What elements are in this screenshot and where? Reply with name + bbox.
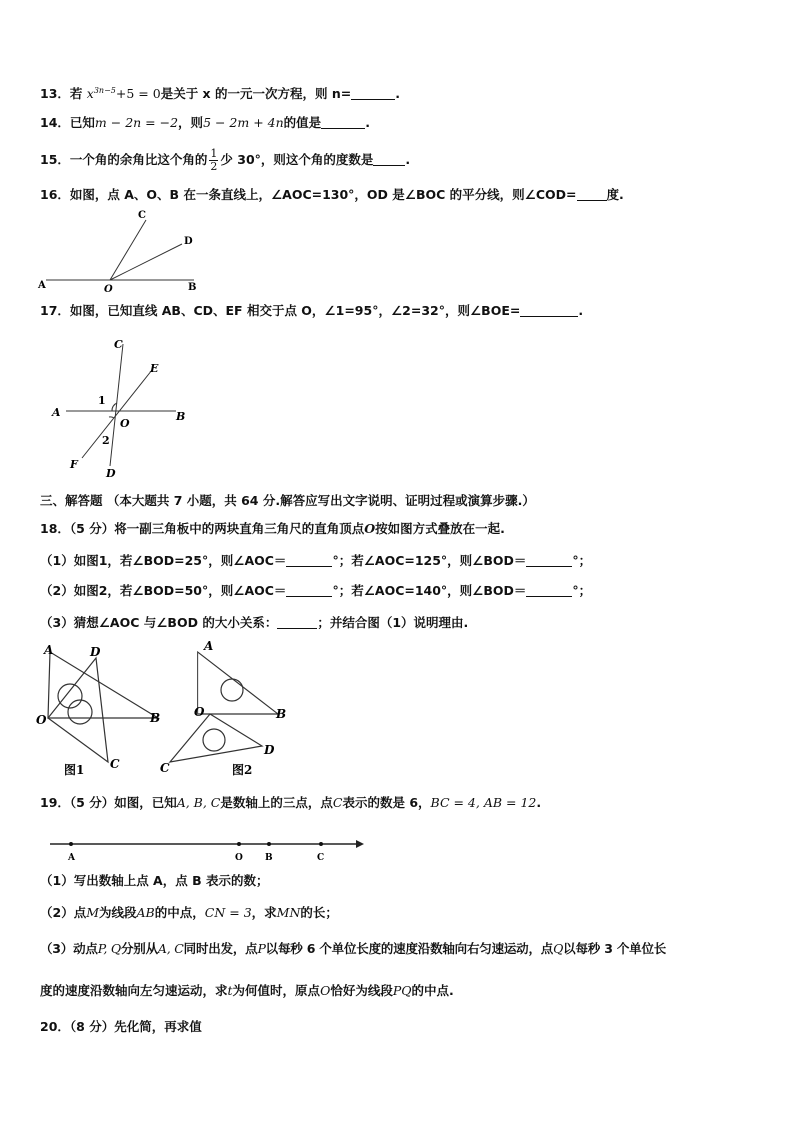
variable-t: t: [227, 983, 233, 998]
text: 恰好为线段: [330, 983, 393, 998]
question-number: 13．: [40, 86, 70, 102]
equation: +5 = 0: [115, 86, 161, 102]
denominator: 2: [210, 160, 218, 173]
text: °；: [572, 583, 592, 598]
label-a: A: [204, 639, 214, 653]
hole-circle: [203, 729, 225, 751]
text: 少 30°，则这个角的度数是: [220, 152, 374, 167]
label-a: A: [38, 280, 46, 291]
answer-blank[interactable]: [321, 115, 365, 129]
text: 分别从: [120, 941, 158, 956]
answer-blank[interactable]: [577, 187, 607, 201]
text: °；若∠AOC=140°，则∠BOD＝: [332, 583, 527, 598]
text: 已知: [69, 115, 95, 130]
point-o: O: [320, 983, 331, 998]
label-2: 2: [102, 434, 110, 447]
question-13: [40, 82, 400, 103]
question-19-part-2: [40, 904, 338, 922]
answer-blank[interactable]: [351, 86, 395, 100]
label-1: 1: [98, 394, 106, 407]
text: °；: [572, 553, 592, 568]
label-d: D: [106, 467, 116, 480]
question-18-part-2: [40, 582, 591, 600]
equation: BC = 4, AB = 12: [430, 795, 537, 810]
axis-arrow: [356, 840, 364, 848]
label-a: A: [44, 643, 54, 657]
label-c: C: [160, 761, 170, 775]
question-19-part-3-line-1: [40, 940, 666, 958]
answer-blank[interactable]: [526, 583, 572, 597]
text: 以每秒 3 个单位长: [563, 941, 667, 956]
label-a: A: [68, 853, 75, 863]
text: .: [365, 115, 370, 130]
fraction: [209, 148, 218, 173]
text: ，则: [178, 115, 204, 130]
text: 是关于 x 的一元一次方程，则 n=: [160, 86, 352, 102]
numerator: 1: [210, 147, 218, 160]
label-a: A: [52, 406, 61, 419]
text: 18．（5 分）将一副三角板中的两块直角三角尺的直角顶点: [40, 521, 365, 536]
text: ；并结合图（1）说明理由.: [317, 615, 469, 630]
text: （2）如图2，若∠BOD=50°，则∠AOC＝: [40, 583, 287, 598]
hole-circle: [221, 679, 243, 701]
text: 如图，已知直线 AB、CD、EF 相交于点 O，∠1=95°，∠2=32°，则∠BOE=: [69, 303, 521, 318]
question-19-head: [40, 794, 541, 812]
label-b: B: [276, 707, 287, 721]
label-o: O: [120, 417, 130, 430]
label-o: O: [194, 705, 205, 719]
equation: m − 2n = −2: [94, 115, 179, 130]
points: A, B, C: [176, 795, 221, 810]
text: 为何值时，原点: [232, 983, 321, 998]
text: 表示的数是 6，: [342, 795, 431, 810]
point-c: C: [332, 795, 343, 810]
text: 同时出发，点: [183, 941, 258, 956]
text: ，求: [251, 905, 277, 920]
point-a: [69, 842, 73, 846]
text: 按如图方式叠放在一起.: [375, 521, 505, 536]
triangle-aob: [198, 652, 278, 714]
text: 的长；: [300, 905, 338, 920]
text: （3）猜想∠AOC 与∠BOD 的大小关系：: [40, 615, 278, 630]
text: 若: [69, 86, 83, 102]
point-b: [267, 842, 271, 846]
text: .: [395, 86, 400, 102]
point-q: Q: [553, 941, 564, 956]
superscript: 3n−5: [93, 86, 116, 95]
question-19-part-3-line-2: [40, 982, 454, 1000]
question-18-part-1: [40, 552, 591, 570]
label-c: C: [114, 338, 123, 351]
label-d: D: [90, 645, 101, 659]
text: 19．（5 分）如图，已知: [40, 795, 177, 810]
segment-pq: PQ: [392, 983, 412, 998]
text: 是数轴上的三点，点: [220, 795, 333, 810]
label-o: O: [235, 853, 243, 863]
question-19-part-1: [40, 872, 268, 890]
angle-2-arc: [109, 417, 114, 418]
label-b: B: [265, 853, 273, 863]
label-c: C: [110, 757, 120, 771]
text: .: [536, 795, 542, 810]
figure-q16: [34, 204, 214, 294]
text: 度.: [606, 187, 624, 202]
caption-fig1: 图1: [64, 763, 85, 777]
label-d: D: [264, 743, 275, 757]
question-number: 16．: [40, 187, 70, 202]
question-17: [40, 302, 583, 320]
text: （1）如图1，若∠BOD=25°，则∠AOC＝: [40, 553, 287, 568]
answer-blank[interactable]: [373, 152, 405, 166]
segment-ab: AB: [136, 905, 155, 920]
line-cd: [110, 344, 123, 466]
base: x: [86, 86, 94, 102]
answer-blank[interactable]: [286, 583, 332, 597]
label-b: B: [188, 282, 197, 293]
point-o: [237, 842, 241, 846]
triangle-cod: [170, 714, 262, 762]
question-15: [40, 148, 410, 173]
text: 以每秒 6 个单位长度的速度沿数轴向右匀速运动，点: [265, 941, 554, 956]
question-number: 17．: [40, 303, 70, 318]
answer-blank[interactable]: [526, 553, 572, 567]
caption-fig2: 图2: [232, 763, 253, 777]
text: .: [578, 303, 584, 318]
figure-18-2: [158, 638, 288, 778]
point-o: O: [364, 521, 376, 536]
text: 度的速度沿数轴向左匀速运动，求: [40, 983, 228, 998]
points-pq: P, Q: [97, 941, 121, 956]
number-line: [44, 836, 374, 866]
text: 一个角的余角比这个角的: [69, 152, 208, 167]
section-header: [40, 492, 535, 510]
exponent-term: [87, 86, 116, 101]
segment-mn: MN: [276, 905, 301, 920]
question-20: [40, 1018, 202, 1036]
section-title: 三、解答题 （本大题共 7 小题，共 64 分.解答应写出文字说明、证明过程或演算步骤.）: [40, 493, 535, 508]
label-e: E: [150, 362, 159, 375]
label-f: F: [70, 458, 78, 471]
question-number: 14．: [40, 115, 70, 130]
text: （3）动点: [40, 941, 98, 956]
label-b: B: [176, 410, 186, 423]
triangle-cod: [48, 658, 108, 762]
equation: CN = 3: [204, 905, 252, 920]
expression: 5 − 2m + 4n: [203, 115, 284, 130]
label-o: O: [104, 284, 113, 294]
label-c: C: [317, 853, 325, 863]
point-c: [319, 842, 323, 846]
point-m: M: [86, 905, 100, 920]
label-b: B: [150, 711, 161, 725]
label-d: D: [184, 236, 193, 247]
line-ef: [82, 370, 152, 458]
question-16: [40, 186, 624, 204]
text: 的中点.: [411, 983, 454, 998]
label-c: C: [138, 210, 146, 221]
question-18-head: [40, 520, 505, 538]
question-18-part-3: [40, 614, 468, 632]
question-number: 15．: [40, 152, 70, 167]
text: 的值是: [283, 115, 322, 130]
text: .: [405, 152, 411, 167]
answer-blank[interactable]: [520, 303, 578, 317]
text: 的中点，: [154, 905, 205, 920]
text: 如图，点 A、O、B 在一条直线上，∠AOC=130°，OD 是∠BOC 的平分线，则∠COD=: [69, 187, 577, 202]
text: °；若∠AOC=125°，则∠BOD＝: [332, 553, 527, 568]
label-o: O: [36, 713, 47, 727]
answer-blank[interactable]: [286, 553, 332, 567]
text: （2）点: [40, 905, 87, 920]
point-p: P: [257, 941, 266, 956]
text: 为线段: [99, 905, 137, 920]
text: （1）写出数轴上点 A，点 B 表示的数；: [40, 873, 269, 888]
question-14: [40, 114, 370, 132]
text: 20．（8 分）先化简，再求值: [40, 1019, 202, 1034]
answer-blank[interactable]: [277, 615, 317, 629]
figure-q17: [40, 332, 210, 482]
points-ac: A, C: [157, 941, 184, 956]
